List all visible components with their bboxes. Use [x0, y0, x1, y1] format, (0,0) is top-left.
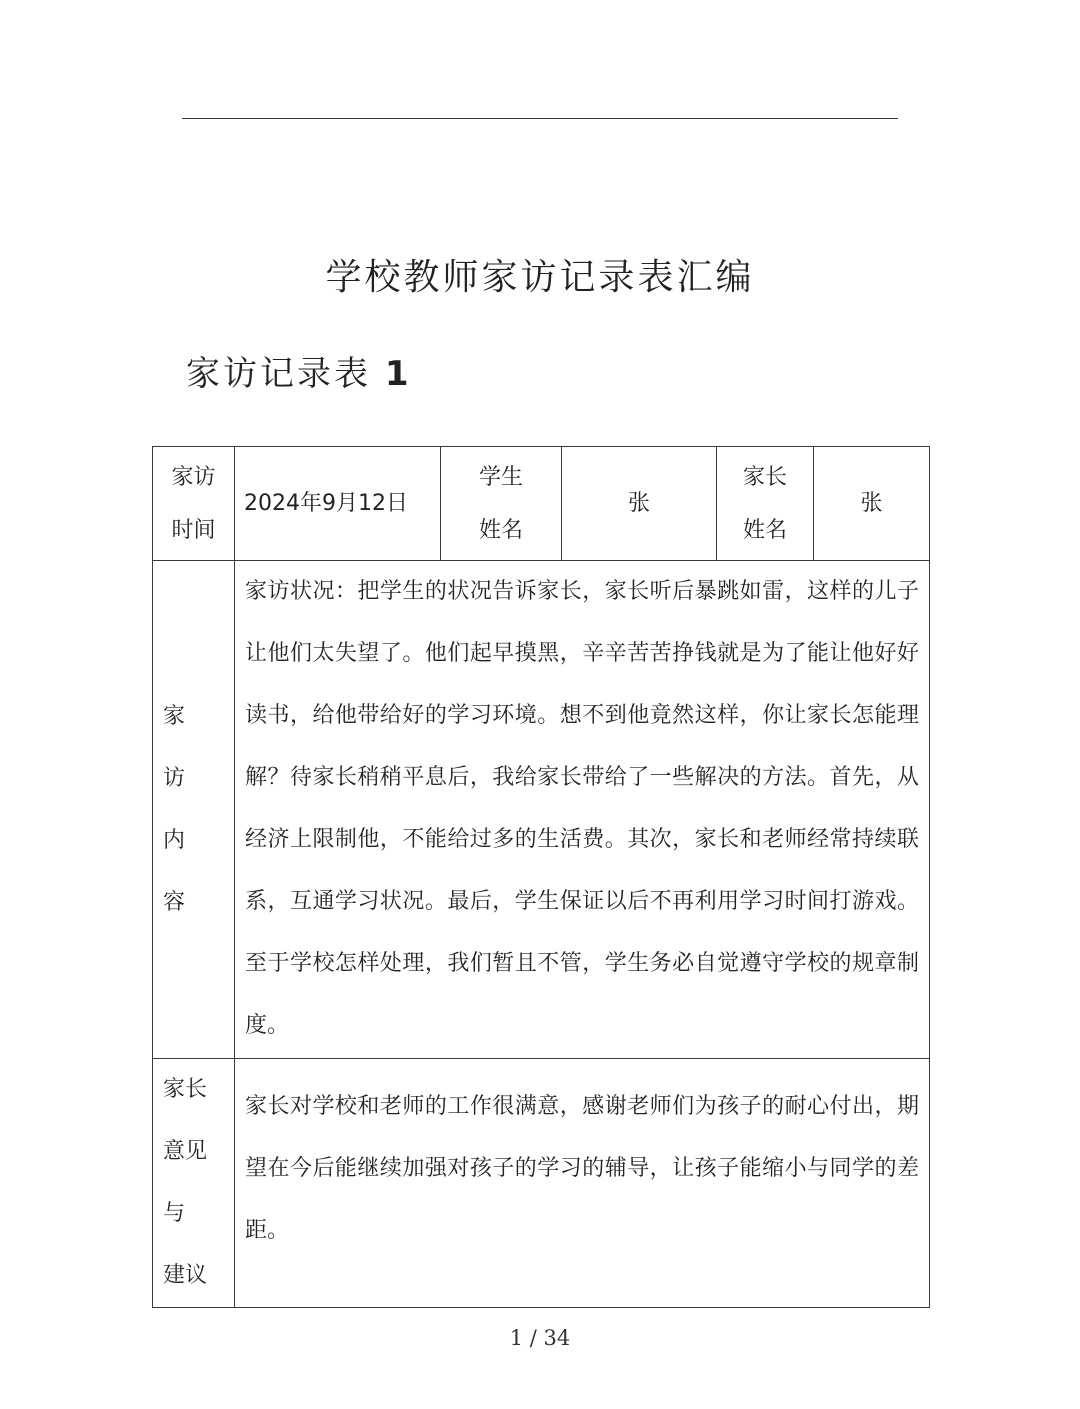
section-title — [186, 348, 411, 400]
page-indicator: 1 / 34 — [509, 1326, 571, 1350]
parent-name-label — [717, 447, 814, 561]
visit-date-cell — [235, 447, 441, 561]
parent-opinion-label-line-3: 与 — [163, 1201, 186, 1226]
parent-name-label-line-2: 姓名 — [742, 517, 787, 543]
section-title-number: 1 — [384, 354, 412, 394]
visit-time-label-line-2: 时间 — [171, 517, 216, 543]
parent-name-label-line-1: 家长 — [742, 464, 787, 490]
visit-content-label-char-2: 访 — [163, 765, 186, 791]
header-rule — [182, 118, 898, 119]
parent-opinion-label-line-1: 家长 — [163, 1077, 208, 1102]
visit-time-label — [153, 447, 235, 561]
table-row-header — [153, 447, 930, 561]
document-title: 学校教师家访记录表汇编 — [325, 257, 755, 298]
parent-opinion-label — [153, 1059, 235, 1308]
visit-time-label-line-1: 家访 — [171, 464, 216, 490]
student-name-label-line-1: 学生 — [478, 464, 523, 490]
visit-content-label-char-1: 家 — [163, 703, 186, 729]
section-title-text: 家访记录表 — [186, 354, 371, 394]
parent-opinion-label-line-2: 意见 — [163, 1139, 208, 1164]
parent-opinion-label-line-4: 建议 — [163, 1263, 208, 1288]
student-name-label-line-2: 姓名 — [478, 517, 523, 543]
student-name-value: 张 — [627, 490, 650, 516]
visit-content-label-char-3: 内 — [163, 827, 186, 853]
parent-name-cell — [814, 447, 930, 561]
table-row-opinion — [153, 1059, 930, 1308]
visit-date-value: 2024年9月12日 — [244, 490, 408, 516]
student-name-label — [441, 447, 562, 561]
parent-opinion-text: 家长对学校和老师的工作很满意，感谢老师们为孩子的耐心付出，期望在今后能继续加强对孩子的学习的辅导，让孩子能缩小与同学的差距。 — [235, 1059, 930, 1308]
home-visit-record-table — [152, 446, 930, 1308]
visit-content-label — [153, 561, 235, 1059]
student-name-cell — [562, 447, 717, 561]
table-row-content — [153, 561, 930, 1059]
parent-name-value: 张 — [860, 490, 883, 516]
visit-content-text: 家访状况：把学生的状况告诉家长，家长听后暴跳如雷，这样的儿子让他们太失望了。他们起早摸黑，辛辛苦苦挣钱就是为了能让他好好读书，给他带给好的学习环境。想不到他竟然这样，你让家长怎能理解？待家长稍稍平息后，我给家长带给了一些解决的方法。首先，从经济上限制他，不能给过多的生活费。其次，家长和老师经常持续联系，互通学习状况。最后，学生保证以后不再利用学习时间打游戏。至于学校怎样处理，我们暂且不管，学生务必自觉遵守学校的规章制度。 — [235, 561, 930, 1059]
visit-content-label-char-4: 容 — [163, 889, 186, 915]
